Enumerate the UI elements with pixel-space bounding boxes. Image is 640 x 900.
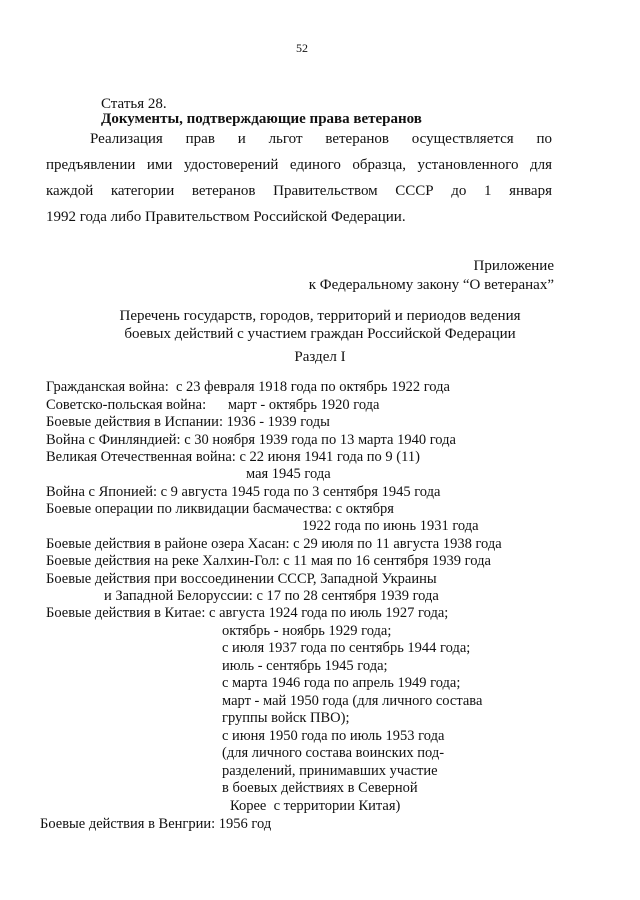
list-title-line: боевых действий с участием граждан Российской Федерации (124, 326, 516, 342)
appendix-law-reference: к Федеральному закону “О ветеранах” (308, 277, 554, 293)
appendix-label: Приложение (473, 258, 554, 274)
page-number: 52 (296, 41, 308, 55)
paragraph-line: 1992 года либо Правительством Российской Федерации. (46, 209, 406, 225)
list-entry: мая 1945 года (246, 466, 331, 482)
list-entry: с марта 1946 года по апрель 1949 года; (222, 675, 461, 691)
list-entry: с июня 1950 года по июль 1953 года (222, 728, 445, 744)
list-title-line: Перечень государств, городов, территорий и периодов ведения (119, 308, 521, 324)
article-prefix: Статья 28. (101, 96, 167, 112)
list-entry: в боевых действиях в Северной (222, 780, 418, 796)
list-entry: и Западной Белоруссии: с 17 по 28 сентября 1939 года (104, 588, 439, 604)
paragraph-line: Реализация прав и льгот ветеранов осуществляется по (90, 131, 552, 147)
list-entry: разделений, принимавших участие (222, 763, 438, 779)
list-entry: март - май 1950 года (для личного состава (222, 693, 483, 709)
list-entry: (для личного состава воинских под- (222, 745, 445, 761)
list-entry: Боевые действия в районе озера Хасан: с 29 июля по 11 августа 1938 года (46, 536, 502, 552)
list-entry: Боевые действия в Венгрии: 1956 год (40, 816, 272, 832)
list-entry: Боевые действия на реке Халхин-Гол: с 11 мая по 16 сентября 1939 года (46, 553, 491, 569)
list-entry: Боевые операции по ликвидации басмачества: с октября (46, 501, 394, 517)
list-entry: Гражданская война: с 23 февраля 1918 года по октябрь 1922 года (46, 379, 450, 395)
paragraph-line: предъявлении ими удостоверений единого образца, установленного для (46, 157, 552, 173)
list-entry: с июля 1937 года по сентябрь 1944 года; (222, 640, 471, 656)
list-entry: Война с Японией: с 9 августа 1945 года по 3 сентября 1945 года (46, 484, 441, 500)
list-entry: октябрь - ноябрь 1929 года; (222, 623, 392, 639)
article-title: Документы, подтверждающие права ветеранов (101, 111, 422, 127)
section-heading: Раздел I (294, 349, 346, 365)
list-entry: Великая Отечественная война: с 22 июня 1941 года по 9 (11) (46, 449, 420, 465)
list-entry: Боевые действия в Испании: 1936 - 1939 годы (46, 414, 330, 430)
list-entry: Война с Финляндией: с 30 ноября 1939 года по 13 марта 1940 года (46, 432, 456, 448)
list-entry: Боевые действия в Китае: с августа 1924 года по июль 1927 года; (46, 605, 449, 621)
paragraph-line: каждой категории ветеранов Правительством СССР до 1 января (46, 183, 552, 199)
list-entry: Боевые действия при воссоединении СССР, Западной Украины (46, 571, 437, 587)
list-entry: Корее с территории Китая) (230, 798, 401, 814)
list-entry: группы войск ПВО); (222, 710, 350, 726)
list-entry: 1922 года по июнь 1931 года (302, 518, 479, 534)
list-entry: Советско-польская война: март - октябрь 1920 года (46, 397, 380, 413)
list-entry: июль - сентябрь 1945 года; (222, 658, 388, 674)
